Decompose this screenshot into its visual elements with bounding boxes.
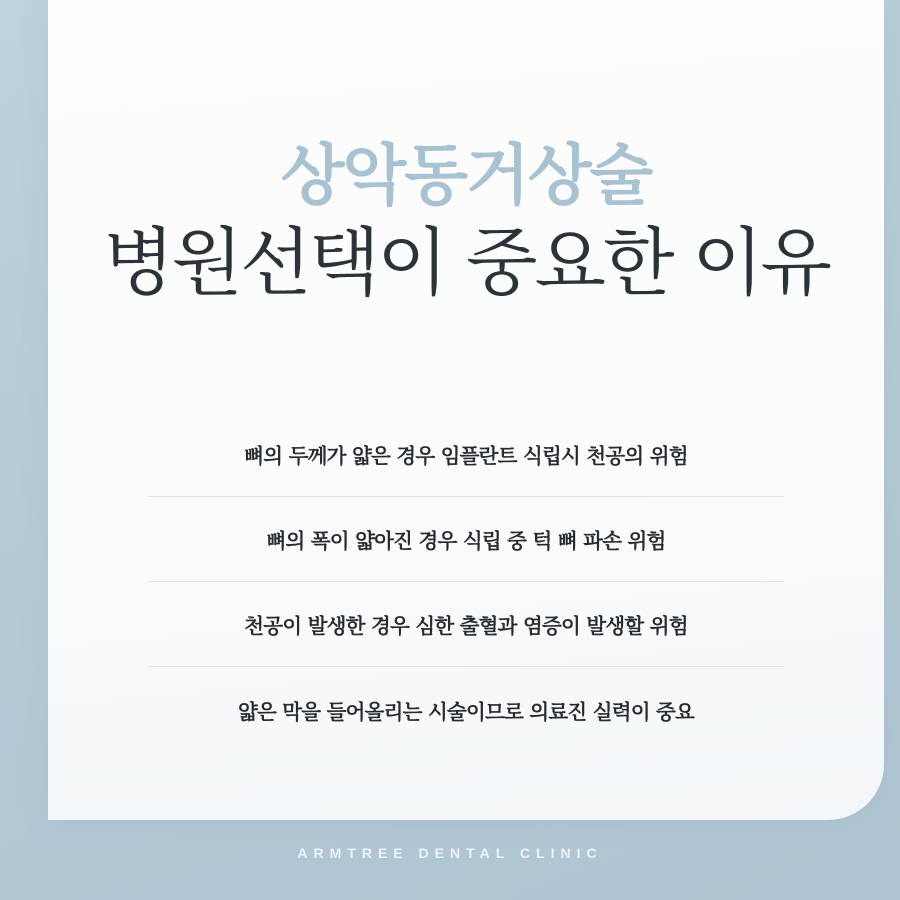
poster-title: 병원선택이 중요한 이유 — [103, 219, 829, 306]
list-item: 얇은 막을 들어올리는 시술이므로 의료진 실력이 중요 — [237, 699, 695, 724]
list-item: 뼈의 두께가 얇은 경우 임플란트 식립시 천공의 위험 — [148, 412, 784, 497]
list-item: 뼈의 폭이 얇아진 경우 식립 중 턱 뼈 파손 위험 — [148, 497, 784, 582]
content-card — [48, 0, 884, 820]
poster-subtitle: 상악동거상술 — [280, 137, 652, 214]
title-block — [48, 137, 884, 307]
clinic-name-footer: ARMTREE DENTAL CLINIC — [297, 845, 603, 861]
risk-point-list — [148, 412, 784, 752]
list-item: 천공이 발생한 경우 심한 출혈과 염증이 발생할 위험 — [148, 582, 784, 667]
